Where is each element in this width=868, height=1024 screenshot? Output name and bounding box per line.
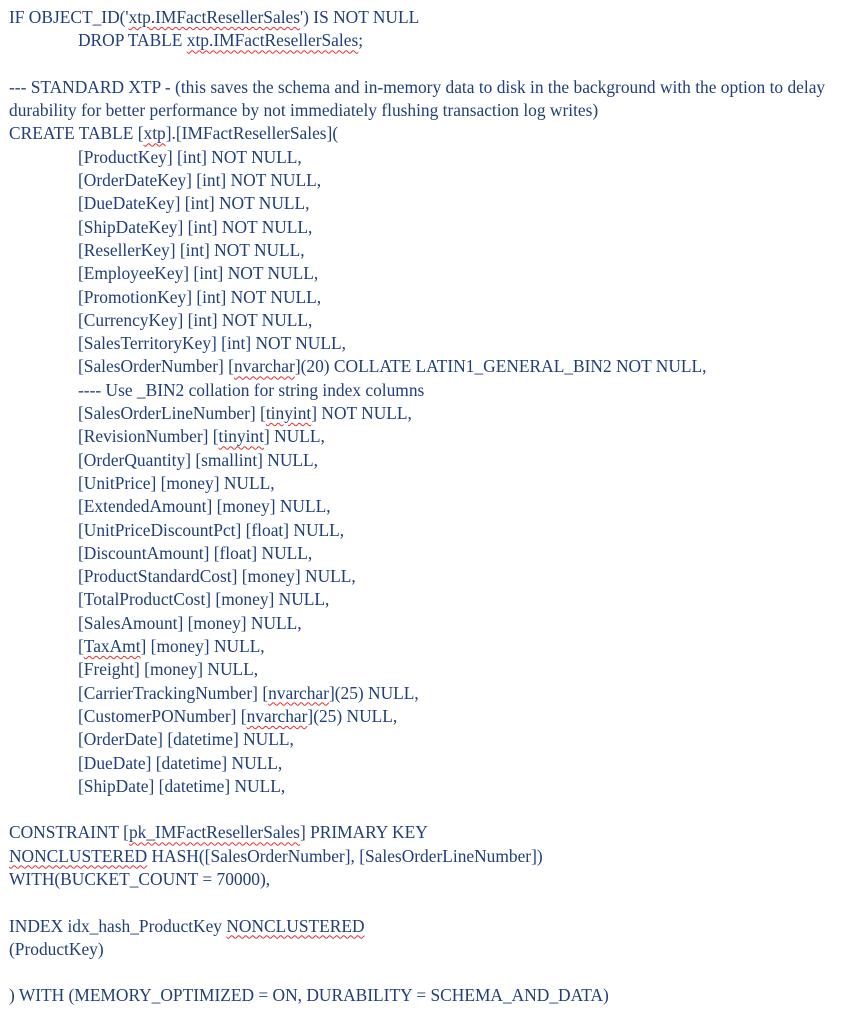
code-text: DROP TABLE [78, 30, 187, 51]
code-line [9, 658, 862, 681]
code-line [9, 402, 862, 425]
code-text: --- STANDARD XTP - (this saves the schema and in-memory data to disk in the background with the option to delay durability for better performance by not immediately flushing transaction log writes) [9, 76, 826, 121]
code-line [9, 332, 862, 355]
code-text: [TotalProductCost] [money] NULL, [78, 589, 330, 610]
code-text: [PromotionKey] [int] NOT NULL, [78, 286, 322, 307]
code-line [9, 984, 862, 1007]
code-text: [CustomerPONumber] [ [78, 705, 247, 726]
blank-line [9, 798, 862, 821]
code-text: [SalesOrderNumber] [ [78, 356, 234, 377]
misspelled-word: xtp [143, 123, 166, 144]
code-text: [UnitPrice] [money] NULL, [78, 472, 275, 493]
code-text: [SalesAmount] [money] NULL, [78, 612, 302, 633]
code-line [9, 379, 862, 402]
code-text: [OrderQuantity] [smallint] NULL, [78, 449, 319, 470]
code-text: [UnitPriceDiscountPct] [float] NULL, [78, 519, 345, 540]
code-text: ] PRIMARY KEY [299, 822, 428, 843]
code-text: [DueDate] [datetime] NULL, [78, 752, 283, 773]
code-line [9, 216, 862, 239]
code-line [9, 588, 862, 611]
code-text: [EmployeeKey] [int] NOT NULL, [78, 263, 319, 284]
code-text: [SalesOrderLineNumber] [ [78, 403, 266, 424]
code-line [9, 705, 862, 728]
code-text: ') IS NOT NULL [300, 7, 420, 27]
code-text: ](25) NULL, [328, 682, 419, 703]
misspelled-word: xtp.IMFactResellerSales [128, 7, 301, 27]
code-text: [ProductKey] [int] NOT NULL, [78, 146, 302, 167]
code-line [9, 472, 862, 495]
code-text: CONSTRAINT [ [9, 822, 129, 843]
code-text: ; [358, 30, 364, 51]
code-line [9, 169, 862, 192]
misspelled-word: NONCLUSTERED [226, 915, 365, 936]
code-line [9, 845, 862, 868]
code-text: [DiscountAmount] [float] NULL, [78, 542, 313, 563]
code-line [9, 192, 862, 215]
code-line [9, 355, 862, 378]
code-line [9, 76, 862, 123]
code-text: ] [money] NULL, [140, 636, 265, 657]
code-text: [OrderDate] [datetime] NULL, [78, 729, 294, 750]
code-text: ---- Use _BIN2 collation for string index columns [78, 379, 425, 400]
code-text: WITH(BUCKET_COUNT = 70000), [9, 868, 271, 889]
misspelled-word: tinyint [218, 426, 264, 447]
code-line [9, 122, 862, 145]
misspelled-word: NONCLUSTERED [9, 845, 148, 866]
misspelled-word: pk_IMFactResellerSales [128, 822, 300, 843]
blank-line [9, 53, 862, 76]
code-line [9, 565, 862, 588]
code-line [9, 425, 862, 448]
code-line [9, 868, 862, 891]
code-line [9, 775, 862, 798]
code-line [9, 309, 862, 332]
code-text: [OrderDateKey] [int] NOT NULL, [78, 170, 322, 191]
code-line [9, 612, 862, 635]
code-text: [CurrencyKey] [int] NOT NULL, [78, 309, 313, 330]
code-text: [CarrierTrackingNumber] [ [78, 682, 269, 703]
code-line [9, 449, 862, 472]
code-text: IF OBJECT_ID(' [9, 7, 129, 27]
code-line [9, 29, 862, 52]
code-text: ].[IMFactResellerSales]( [165, 123, 339, 144]
code-text: [ [78, 636, 84, 657]
code-line [9, 286, 862, 309]
code-line [9, 146, 862, 169]
misspelled-word: nvarchar [246, 705, 308, 726]
code-line [9, 519, 862, 542]
misspelled-word: xtp.IMFactResellerSales [186, 30, 359, 51]
code-text: CREATE TABLE [ [9, 123, 144, 144]
misspelled-word: nvarchar [233, 356, 295, 377]
code-line [9, 938, 862, 961]
code-line [9, 542, 862, 565]
code-text: (ProductKey) [9, 938, 104, 959]
code-text: HASH([SalesOrderNumber], [SalesOrderLineNumber]) [147, 845, 543, 866]
code-text: [RevisionNumber] [ [78, 426, 219, 447]
code-text: [SalesTerritoryKey] [int] NOT NULL, [78, 333, 346, 354]
code-text: [ExtendedAmount] [money] NULL, [78, 496, 331, 517]
code-text: [ResellerKey] [int] NOT NULL, [78, 239, 305, 260]
code-text: ] NOT NULL, [311, 403, 412, 424]
code-text: ](25) NULL, [307, 705, 398, 726]
code-text: INDEX idx_hash_ProductKey [9, 915, 227, 936]
code-line [9, 239, 862, 262]
code-line [9, 915, 862, 938]
code-text: [ShipDateKey] [int] NOT NULL, [78, 216, 313, 237]
code-text: [Freight] [money] NULL, [78, 659, 259, 680]
misspelled-word: nvarchar [268, 682, 329, 703]
blank-line [9, 961, 862, 984]
misspelled-word: tinyint [265, 403, 312, 424]
code-line [9, 821, 862, 844]
code-line [9, 262, 862, 285]
code-text: [ProductStandardCost] [money] NULL, [78, 566, 356, 587]
code-text: ](20) COLLATE LATIN1_GENERAL_BIN2 NOT NULL, [294, 356, 707, 377]
misspelled-word: TaxAmt [83, 636, 141, 657]
blank-line [9, 891, 862, 914]
code-text: [DueDateKey] [int] NOT NULL, [78, 193, 310, 214]
code-line [9, 6, 862, 29]
code-text: [ShipDate] [datetime] NULL, [78, 775, 286, 796]
code-line [9, 495, 862, 518]
code-line [9, 728, 862, 751]
code-text: ] NULL, [263, 426, 325, 447]
code-line [9, 635, 862, 658]
code-text: ) WITH (MEMORY_OPTIMIZED = ON, DURABILITY = SCHEMA_AND_DATA) [9, 985, 609, 1006]
code-line [9, 682, 862, 705]
code-line [9, 752, 862, 775]
